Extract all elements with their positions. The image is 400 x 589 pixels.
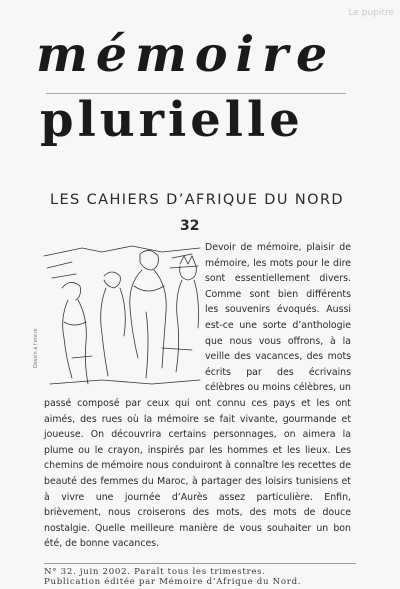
- issue-number: 32: [180, 218, 200, 234]
- journal-title-line2: plurielle: [40, 92, 304, 148]
- journal-title-line1: mémoire: [36, 25, 336, 83]
- illustration-credit: Dessin à l'encre: [33, 328, 39, 368]
- watermark-text: Le pupitre: [348, 8, 394, 18]
- journal-subtitle: LES CAHIERS D’AFRIQUE DU NORD: [50, 192, 344, 208]
- footer-divider: [44, 563, 356, 564]
- editorial-text: [44, 240, 351, 552]
- editorial-body: Devoir de mémoire, plaisir de mémoire, les mots pour le dire sont essentiellement divers. Comme sont bien différents les souvenirs évoqués. Aussi est-ce une sorte d’anthologie que nous vous offrons, à la veille des vacances, des mots écrits par des écrivains célèbres ou moins célèbres, un passé composé par ceux qui ont connu ces pays et les ont aimés, des rues où la mémoire se fait vivante, gourmande et joueuse. On découvrira certains personnages, on aimera la plume ou le crayon, inspirés par les hommes et les lieux. Les chemins de mémoire nous conduiront à connaître les recettes de beauté des femmes du Maroc, à partager des loisirs tunisiens et à vivre une journée d’Aurès assez particulière. Enfin, brièvement, nous croiserons des mots, des mots de douce nostalgie. Quelle meilleure manière de vous souhaiter un bon été, de bonne vacances.: [44, 242, 351, 550]
- footer-publisher-line: Publication éditée par Mémoire d’Afrique du Nord.: [44, 577, 302, 587]
- footer-issue-line: N° 32. juin 2002. Paraît tous les trimestres.: [44, 567, 266, 577]
- illustration-spacer: [44, 240, 205, 394]
- publication-footer: [44, 567, 356, 587]
